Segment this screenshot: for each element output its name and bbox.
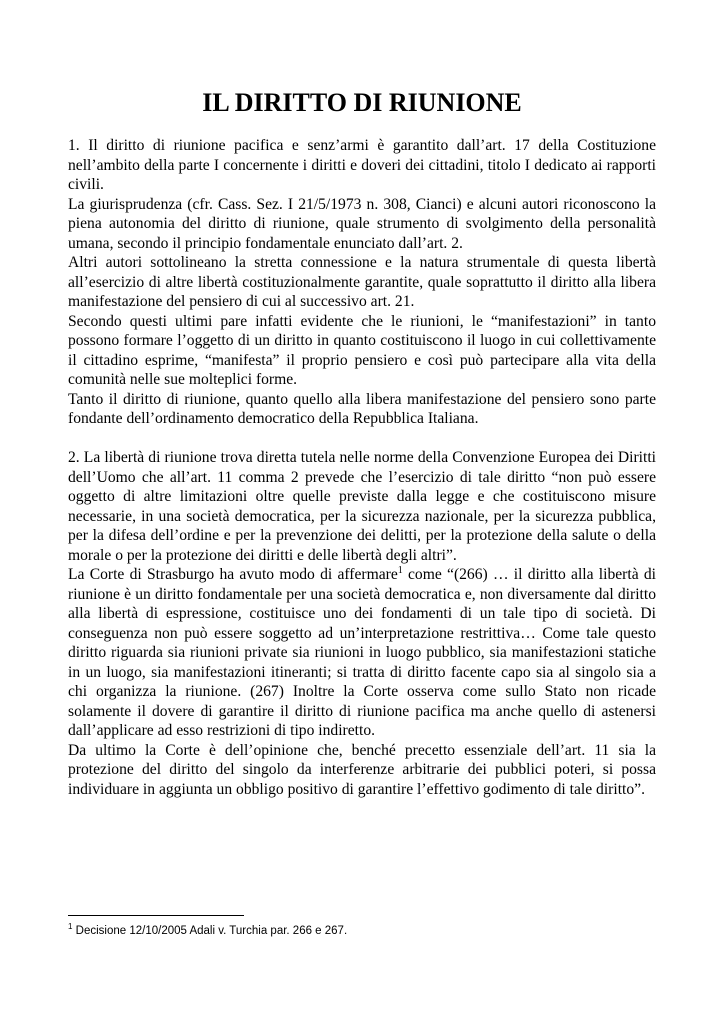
paragraph-text: La Corte di Strasburgo ha avuto modo di affermare [68, 566, 398, 583]
paragraph: Altri autori sottolineano la stretta connessione e la natura strumentale di questa libertà all’esercizio di altre libertà costituzionalmente garantite, quale soprattutto il diritto alla libera manifestazione del pensiero di cui al successivo art. 21. [68, 254, 656, 310]
paragraph-text: come “(266) … il diritto alla libertà di riunione è un diritto fondamentale per una società democratica e, non diversamente dal diritto alla libertà di espressione, costituisce uno dei fondamenti di un tale tipo di società. Di conseguenza non può essere soggetto ad un’interpretazione restrittiva… Come tale questo diritto riguarda sia riunioni private sia riunioni in luogo pubblico, sia manifestazioni statiche in un luogo, sia manifestazioni itineranti; si tratta di diritto facente capo sia al singolo sia a chi organizza la riunione. (267) Inoltre la Corte osserva come sullo Stato non ricade solamente il dovere di garantire il diritto di riunione pacifica ma anche quello di astenersi dall’applicare ad esso restrizioni di tipo indiretto. [68, 566, 657, 739]
paragraph-with-footnote [68, 565, 656, 741]
section-gap [68, 429, 656, 449]
paragraph: 2. La libertà di riunione trova diretta tutela nelle norme della Convenzione Europea dei Diritti dell’Uomo che all’art. 11 comma 2 prevede che l’esercizio di tale diritto “non può essere oggetto di altre limitazioni oltre quelle previste dalla legge e che costituiscono misure necessarie, in una società democratica, per la sicurezza nazionale, per la sicurezza pubblica, per la difesa dell’ordine e per la prevenzione dei delitti, per la protezione della salute o della morale o per la protezione dei diritti e delle libertà degli altri”. [68, 449, 656, 564]
section-2 [68, 448, 656, 799]
paragraph: Secondo questi ultimi pare infatti evidente che le riunioni, le “manifestazioni” in tanto possono formare l’oggetto di un diritto in quanto costituiscono il luogo in cui collettivamente il cittadino esprime, “manifesta” il proprio pensiero e così può partecipare alla vita della comunità nelle sue molteplici forme. [68, 312, 656, 388]
document-page [68, 86, 656, 799]
footnote-reference[interactable]: 1 [397, 564, 403, 576]
paragraph: Tanto il diritto di riunione, quanto quello alla libera manifestazione del pensiero sono parte fondante dell’ordinamento democratico della Repubblica Italiana. [68, 390, 656, 427]
footnote-number: 1 [68, 922, 73, 932]
footnote [68, 924, 347, 938]
paragraph: La giurisprudenza (cfr. Cass. Sez. I 21/5/1973 n. 308, Cianci) e alcuni autori riconoscono la piena autonomia del diritto di riunione, quale strumento di svolgimento della personalità umana, secondo il principio fondamentale enunciato dall’art. 2. [68, 195, 656, 252]
footnote-separator [68, 915, 244, 916]
paragraph: 1. Il diritto di riunione pacifica e senz’armi è garantito dall’art. 17 della Costituzione nell’ambito della parte I concernente i diritti e doveri dei cittadini, titolo I dedicato ai rapporti civili. [68, 137, 656, 193]
paragraph: Da ultimo la Corte è dell’opinione che, benché precetto essenziale dell’art. 11 sia la protezione del diritto del singolo da interferenze arbitrarie dei pubblici poteri, si possa individuare in aggiunta un obbligo positivo di garantire l’effettivo godimento di tale diritto”. [68, 741, 656, 798]
document-title: IL DIRITTO DI RIUNIONE [202, 88, 522, 117]
section-1 [68, 136, 656, 429]
footnote-text: Decisione 12/10/2005 Adali v. Turchia par. 266 e 267. [72, 925, 348, 937]
